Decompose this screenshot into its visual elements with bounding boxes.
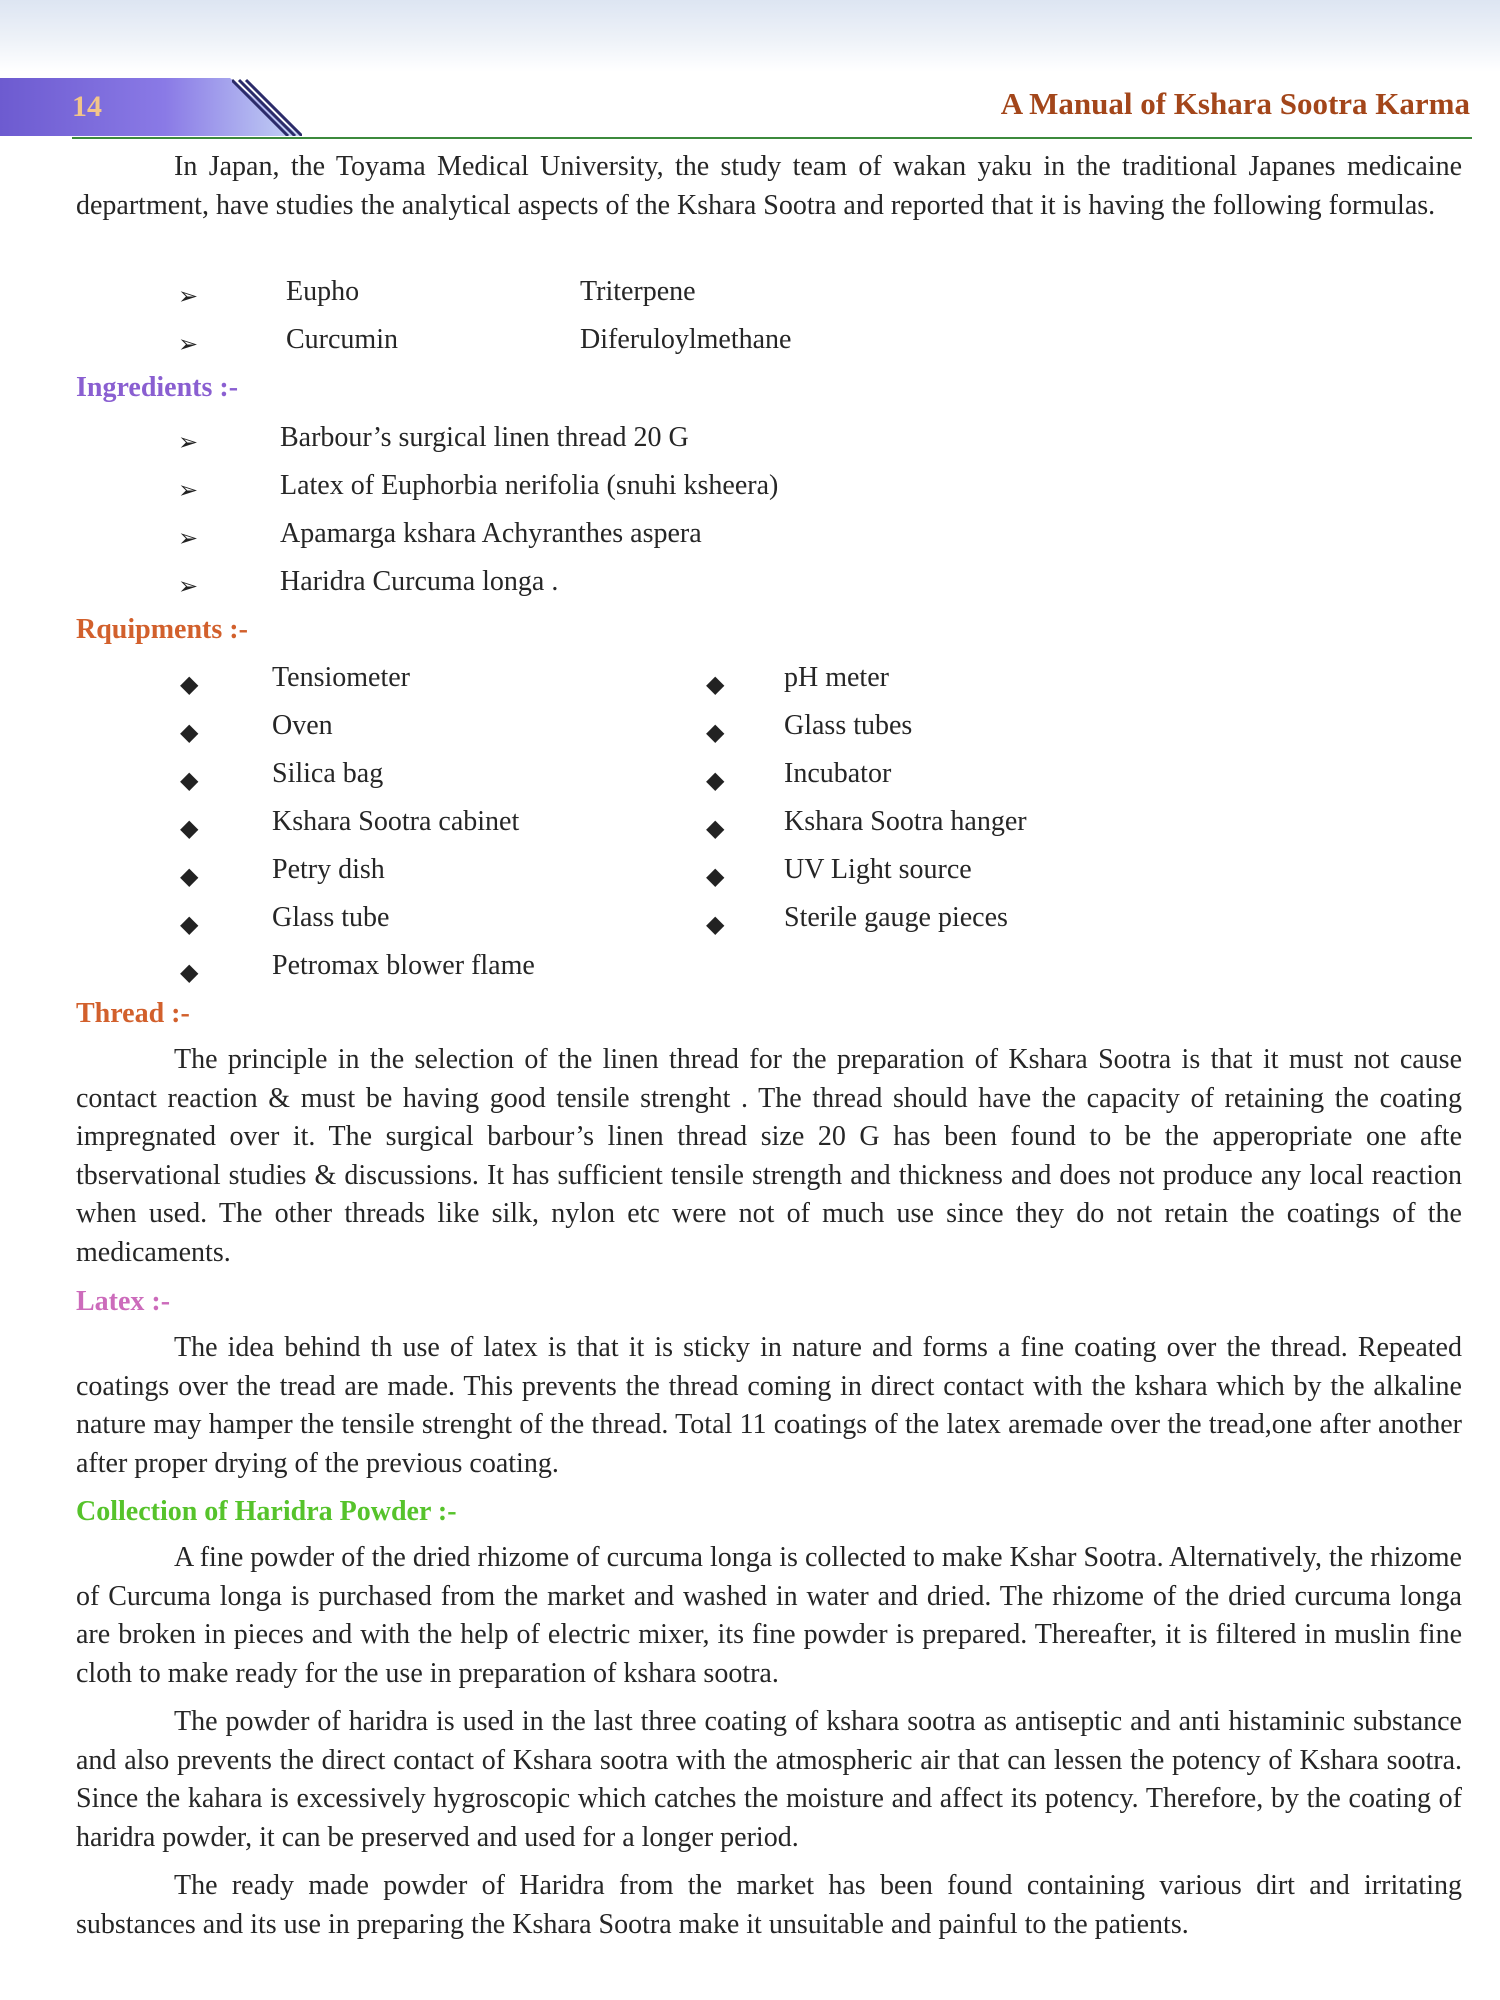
equipment-item: Glass tube xyxy=(272,902,390,933)
equipment-item: Petromax blower flame xyxy=(272,950,535,981)
diamond-bullet-icon: ◆ xyxy=(180,768,199,794)
header-background xyxy=(0,0,1500,72)
arrow-bullet-icon: ➢ xyxy=(178,284,199,310)
ingredients-heading: Ingredients :- xyxy=(76,372,239,403)
equipment-item: Kshara Sootra hanger xyxy=(784,806,1027,837)
header-rule xyxy=(72,137,1472,139)
equipment-item: Sterile gauge pieces xyxy=(784,902,1008,933)
intro-paragraph: In Japan, the Toyama Medical University, the study team of wakan yaku in the traditional Japanes medicaine department, have studies the analytical aspects of the Kshara Sootra and reported that it is having the following formulas. xyxy=(76,151,1462,221)
tab-stripe-decoration xyxy=(232,78,302,136)
equipment-item: UV Light source xyxy=(784,854,972,885)
equipment-item: Silica bag xyxy=(272,758,384,789)
formula-value: Triterpene xyxy=(580,276,696,307)
latex-heading: Latex :- xyxy=(76,1286,171,1317)
equipment-item: Glass tubes xyxy=(784,710,913,741)
equipments-heading: Rquipments :- xyxy=(76,614,248,645)
diamond-bullet-icon: ◆ xyxy=(180,720,199,746)
haridra-paragraph-3: The ready made powder of Haridra from the market has been found containing various dirt and irritating substances and its use in preparing the Kshara Sootra make it unsuitable and painful to the patients. xyxy=(76,1870,1462,1940)
diamond-bullet-icon: ◆ xyxy=(706,672,725,698)
diamond-bullet-icon: ◆ xyxy=(180,672,199,698)
formula-name: Curcumin xyxy=(286,324,398,355)
arrow-bullet-icon: ➢ xyxy=(178,332,199,358)
equipment-item: Incubator xyxy=(784,758,892,789)
running-title: A Manual of Kshara Sootra Karma xyxy=(1000,86,1470,121)
ingredient-item: Latex of Euphorbia nerifolia (snuhi ksheera) xyxy=(280,470,779,501)
equipment-item: Tensiometer xyxy=(272,662,410,693)
equipment-item: Kshara Sootra cabinet xyxy=(272,806,520,837)
arrow-bullet-icon: ➢ xyxy=(178,430,199,456)
formula-value: Diferuloylmethane xyxy=(580,324,792,355)
thread-heading: Thread :- xyxy=(76,998,190,1029)
equipment-item: Oven xyxy=(272,710,333,741)
diamond-bullet-icon: ◆ xyxy=(180,912,199,938)
equipment-item: pH meter xyxy=(784,662,889,693)
arrow-bullet-icon: ➢ xyxy=(178,574,199,600)
diamond-bullet-icon: ◆ xyxy=(706,768,725,794)
arrow-bullet-icon: ➢ xyxy=(178,526,199,552)
diamond-bullet-icon: ◆ xyxy=(706,816,725,842)
ingredient-item: Haridra Curcuma longa . xyxy=(280,566,559,597)
page-number: 14 xyxy=(72,90,102,123)
arrow-bullet-icon: ➢ xyxy=(178,478,199,504)
diamond-bullet-icon: ◆ xyxy=(180,960,199,986)
ingredient-item: Apamarga kshara Achyranthes aspera xyxy=(280,518,702,549)
diamond-bullet-icon: ◆ xyxy=(180,816,199,842)
haridra-paragraph-1: A fine powder of the dried rhizome of curcuma longa is collected to make Kshar Sootra. Alternatively, the rhizome of Curcuma longa is purchased from the market and washed in water and dried. The rhizome of the dried curcuma longa are broken in pieces and with the help of electric mixer, its fine powder is prepared. Thereafter, it is filtered in muslin fine cloth to make ready for the use in preparation of kshara sootra. xyxy=(76,1542,1462,1689)
diamond-bullet-icon: ◆ xyxy=(706,864,725,890)
haridra-heading: Collection of Haridra Powder :- xyxy=(76,1496,457,1527)
diamond-bullet-icon: ◆ xyxy=(180,864,199,890)
haridra-paragraph-2: The powder of haridra is used in the last three coating of kshara sootra as antiseptic and anti histaminic substance and also prevents the direct contact of Kshara sootra with the atmospheric air that can lessen the potency of Kshara sootra. Since the kahara is excessively hygroscopic which catches the moisture and affect its potency. Therefore, by the coating of haridra powder, it can be preserved and used for a longer period. xyxy=(76,1706,1462,1853)
formula-name: Eupho xyxy=(286,276,360,307)
diamond-bullet-icon: ◆ xyxy=(706,912,725,938)
diamond-bullet-icon: ◆ xyxy=(706,720,725,746)
equipment-item: Petry dish xyxy=(272,854,385,885)
ingredient-item: Barbour’s surgical linen thread 20 G xyxy=(280,422,689,453)
latex-paragraph: The idea behind th use of latex is that it is sticky in nature and forms a fine coating over the thread. Repeated coatings over the tread are made. This prevents the thread coming in direct contact with the kshara which by the alkaline nature may hamper the tensile strenght of the thread. Total 11 coatings of the latex aremade over the tread,one after another after proper drying of the previous coating. xyxy=(76,1332,1462,1479)
thread-paragraph: The principle in the selection of the linen thread for the preparation of Kshara Sootra is that it must not cause contact reaction & must be having good tensile strenght . The thread should have the capacity of retaining the coating impregnated over it. The surgical barbour’s linen thread size 20 G has been found to be the apperopriate one afte tbservational studies & discussions. It has sufficient tensile strength and thickness and does not produce any local reaction when used. The other threads like silk, nylon etc were not of much use since they do not retain the coatings of the medicaments. xyxy=(76,1044,1462,1268)
